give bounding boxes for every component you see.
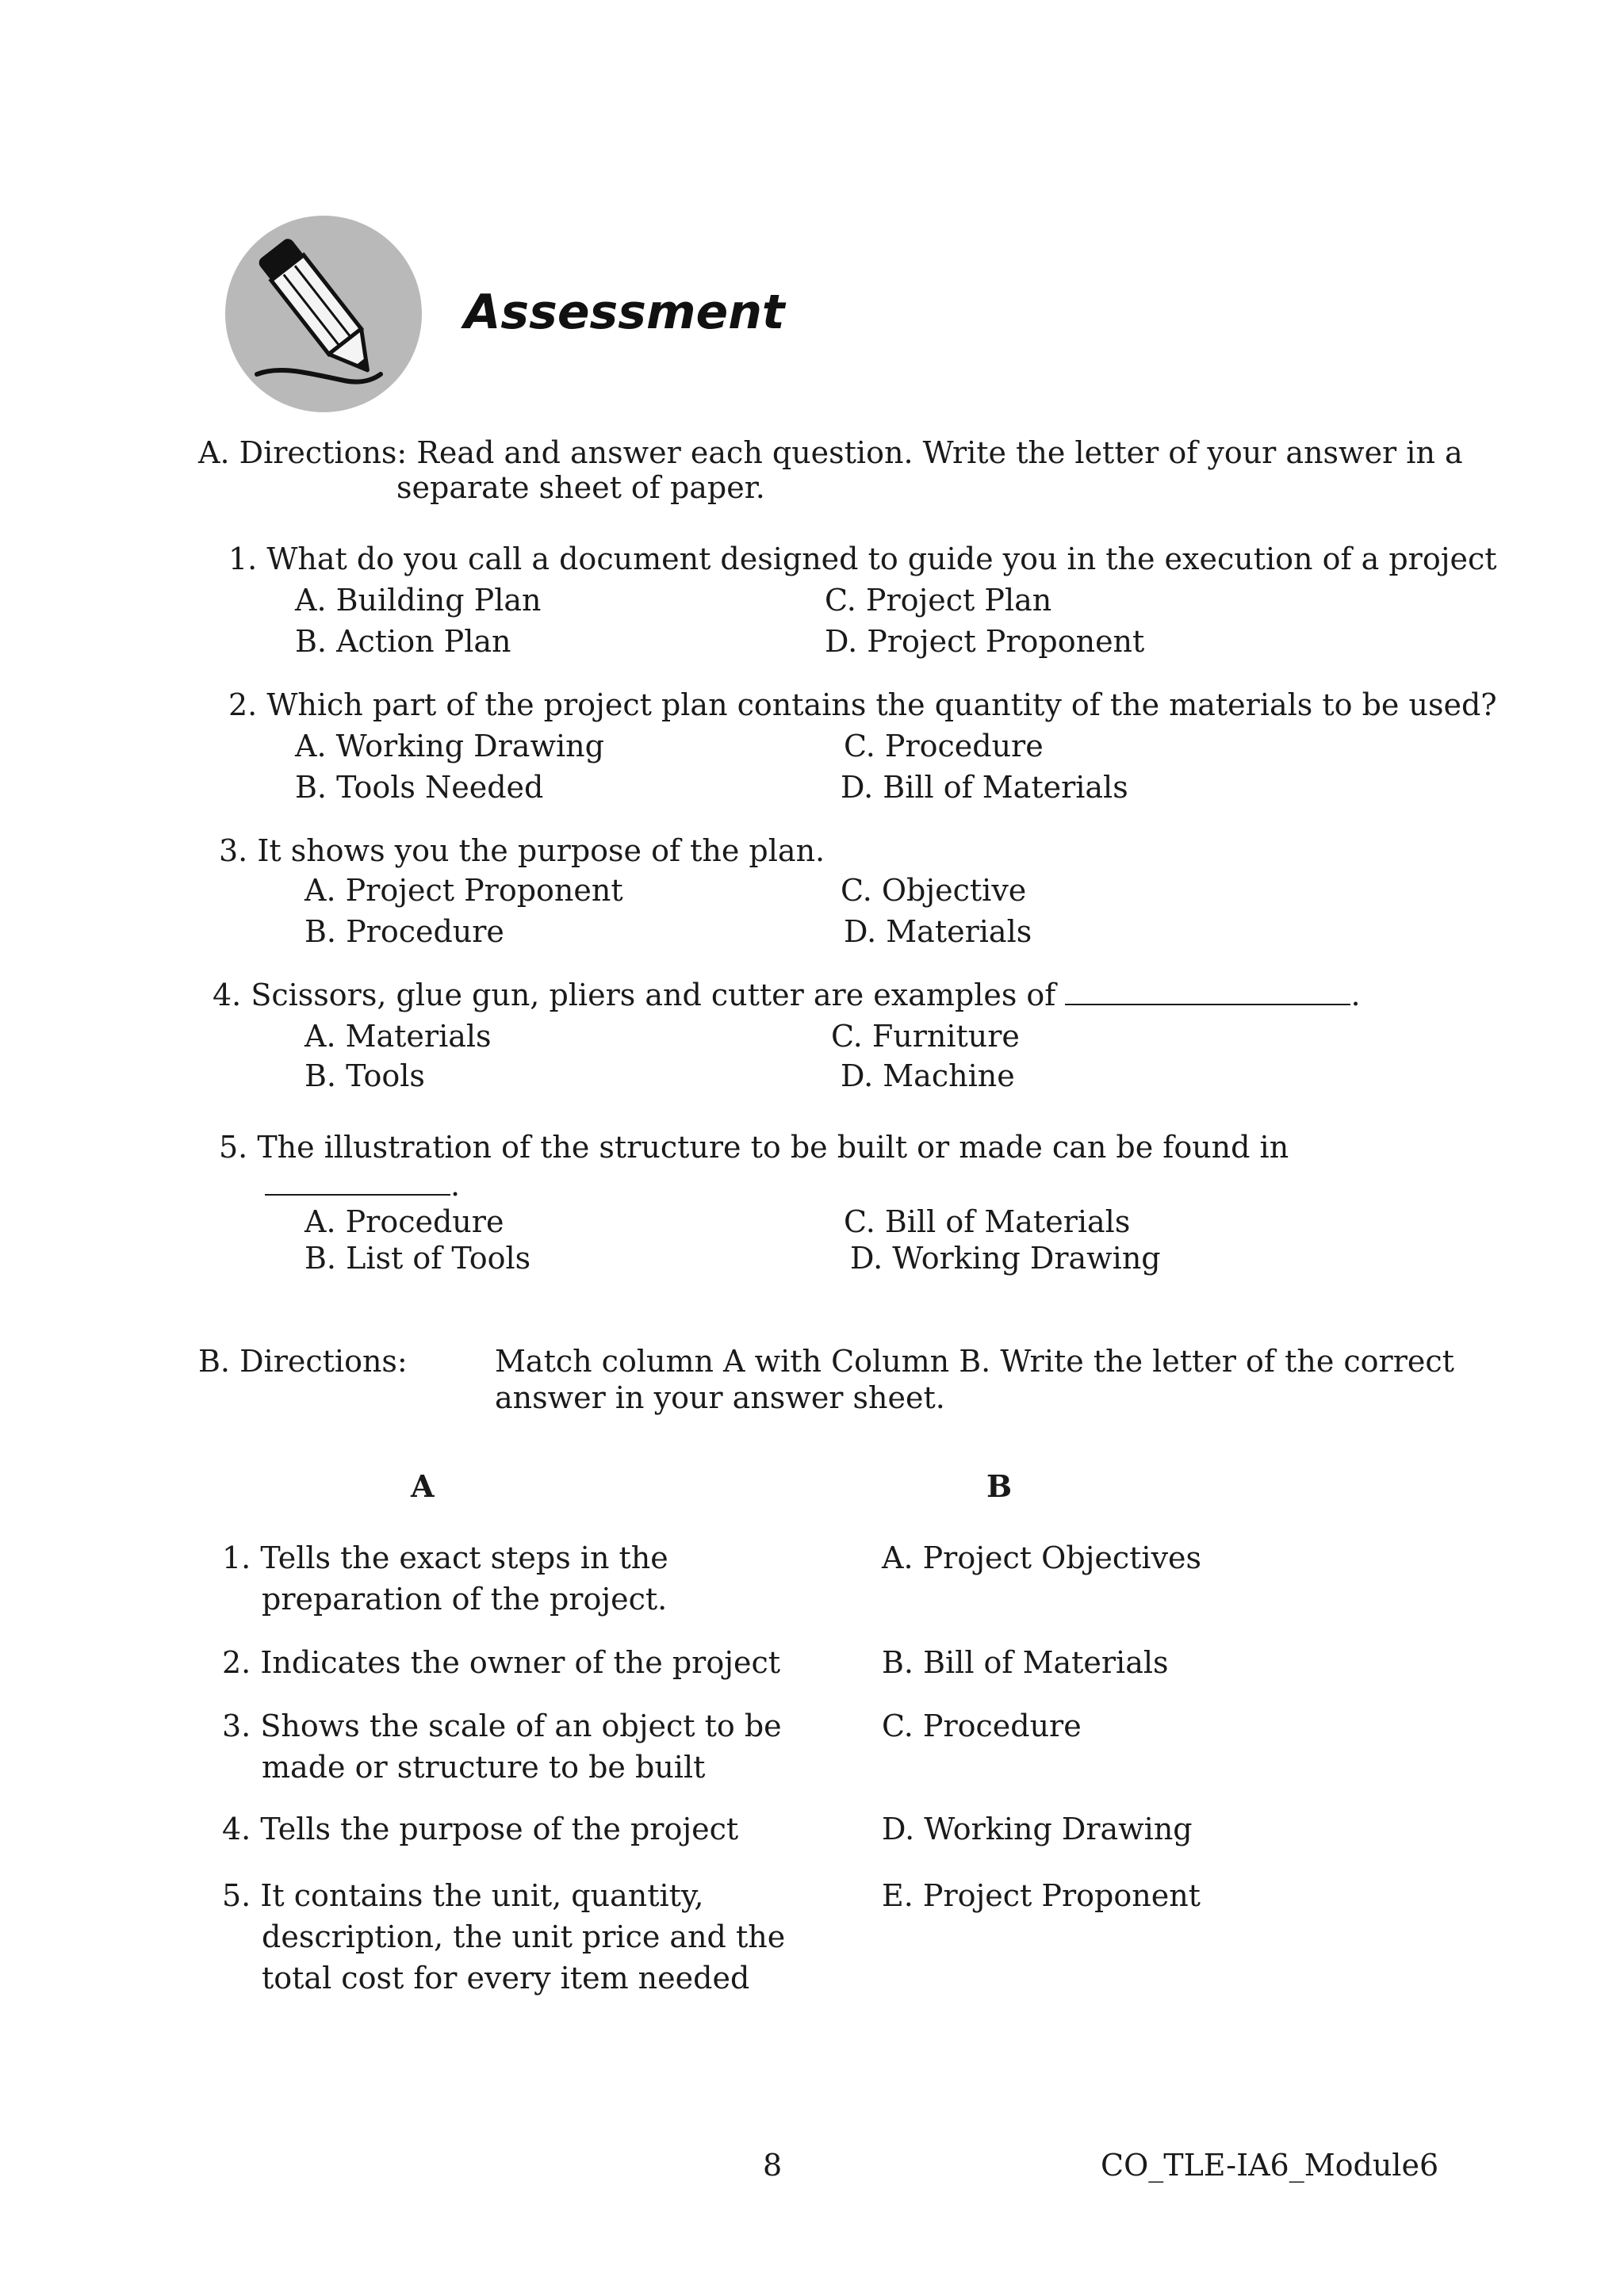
- answer-blank: [1065, 980, 1350, 1005]
- question-4-text: 4. Scissors, glue gun, pliers and cutter are examples of: [213, 978, 1056, 1012]
- column-a-item-5: [222, 1877, 785, 1996]
- q5-choice-a: A. Procedure: [304, 1204, 504, 1239]
- page-title: Assessment: [464, 285, 785, 340]
- column-a-item-3: [222, 1708, 782, 1785]
- q1-choice-c: C. Project Plan: [825, 583, 1052, 618]
- question-2: 2. Which part of the project plan contains the quantity of the materials to be used?: [228, 687, 1497, 722]
- q4-choice-c: C. Furniture: [831, 1019, 1020, 1054]
- q3-choice-a: A. Project Proponent: [304, 873, 623, 908]
- q3-choice-b: B. Procedure: [304, 914, 504, 949]
- q2-choice-d: D. Bill of Materials: [841, 770, 1128, 805]
- part-b-directions-label: B. Directions:: [198, 1344, 408, 1379]
- column-b-item-d: D. Working Drawing: [882, 1812, 1193, 1846]
- column-b-item-c: C. Procedure: [882, 1709, 1082, 1743]
- answer-blank: [265, 1170, 450, 1196]
- q1-choice-d: D. Project Proponent: [825, 624, 1145, 659]
- module-code: CO_TLE-IA6_Module6: [1101, 2148, 1439, 2183]
- q1-choice-b: B. Action Plan: [295, 624, 511, 659]
- q4-choice-d: D. Machine: [841, 1058, 1015, 1093]
- column-a-item-5-line-1: 5. It contains the unit, quantity,: [222, 1878, 704, 1913]
- column-a-item-1-line-1: 1. Tells the exact steps in the: [222, 1540, 668, 1575]
- question-4-end: .: [1350, 978, 1361, 1012]
- column-a-item-1-line-2: preparation of the project.: [262, 1582, 668, 1617]
- column-b-header: B: [986, 1468, 1013, 1504]
- question-5-end: .: [450, 1168, 461, 1203]
- q2-choice-a: A. Working Drawing: [295, 729, 604, 763]
- column-a-item-4: 4. Tells the purpose of the project: [222, 1812, 739, 1846]
- column-a-item-3-line-1: 3. Shows the scale of an object to be: [222, 1709, 782, 1743]
- column-b-item-a: A. Project Objectives: [882, 1540, 1202, 1575]
- q5-choice-c: C. Bill of Materials: [844, 1204, 1131, 1239]
- q2-choice-c: C. Procedure: [844, 729, 1044, 763]
- part-a-directions-cont: separate sheet of paper.: [396, 470, 765, 505]
- question-4: [213, 977, 1361, 1013]
- column-a-item-3-line-2: made or structure to be built: [262, 1750, 706, 1785]
- column-a-item-1: [222, 1540, 668, 1617]
- column-a-item-5-line-2: description, the unit price and the: [262, 1919, 786, 1954]
- column-a-item-2: 2. Indicates the owner of the project: [222, 1645, 781, 1680]
- column-b-item-e: E. Project Proponent: [882, 1878, 1201, 1913]
- q5-choice-d: D. Working Drawing: [850, 1241, 1161, 1276]
- question-1: 1. What do you call a document designed to guide you in the execution of a project: [228, 541, 1497, 576]
- part-b-directions-cont: answer in your answer sheet.: [495, 1380, 945, 1415]
- q4-choice-a: A. Materials: [304, 1019, 492, 1054]
- part-a-directions: A. Directions: Read and answer each question. Write the letter of your answer in a: [198, 435, 1463, 470]
- column-b-item-b: B. Bill of Materials: [882, 1645, 1169, 1680]
- q5-choice-b: B. List of Tools: [304, 1241, 531, 1276]
- part-b-directions: Match column A with Column B. Write the letter of the correct: [495, 1344, 1454, 1379]
- q4-choice-b: B. Tools: [304, 1058, 425, 1093]
- q1-choice-a: A. Building Plan: [295, 583, 542, 618]
- question-3: 3. It shows you the purpose of the plan.: [219, 833, 825, 868]
- q2-choice-b: B. Tools Needed: [295, 770, 544, 805]
- question-5-blank-line: [265, 1167, 460, 1203]
- pencil-icon: [225, 216, 422, 412]
- page-number: 8: [763, 2148, 783, 2183]
- column-a-header: A: [411, 1468, 435, 1504]
- question-5: 5. The illustration of the structure to be built or made can be found in: [219, 1130, 1289, 1165]
- q3-choice-d: D. Materials: [844, 914, 1032, 949]
- q3-choice-c: C. Objective: [841, 873, 1027, 908]
- column-a-item-5-line-3: total cost for every item needed: [262, 1961, 750, 1996]
